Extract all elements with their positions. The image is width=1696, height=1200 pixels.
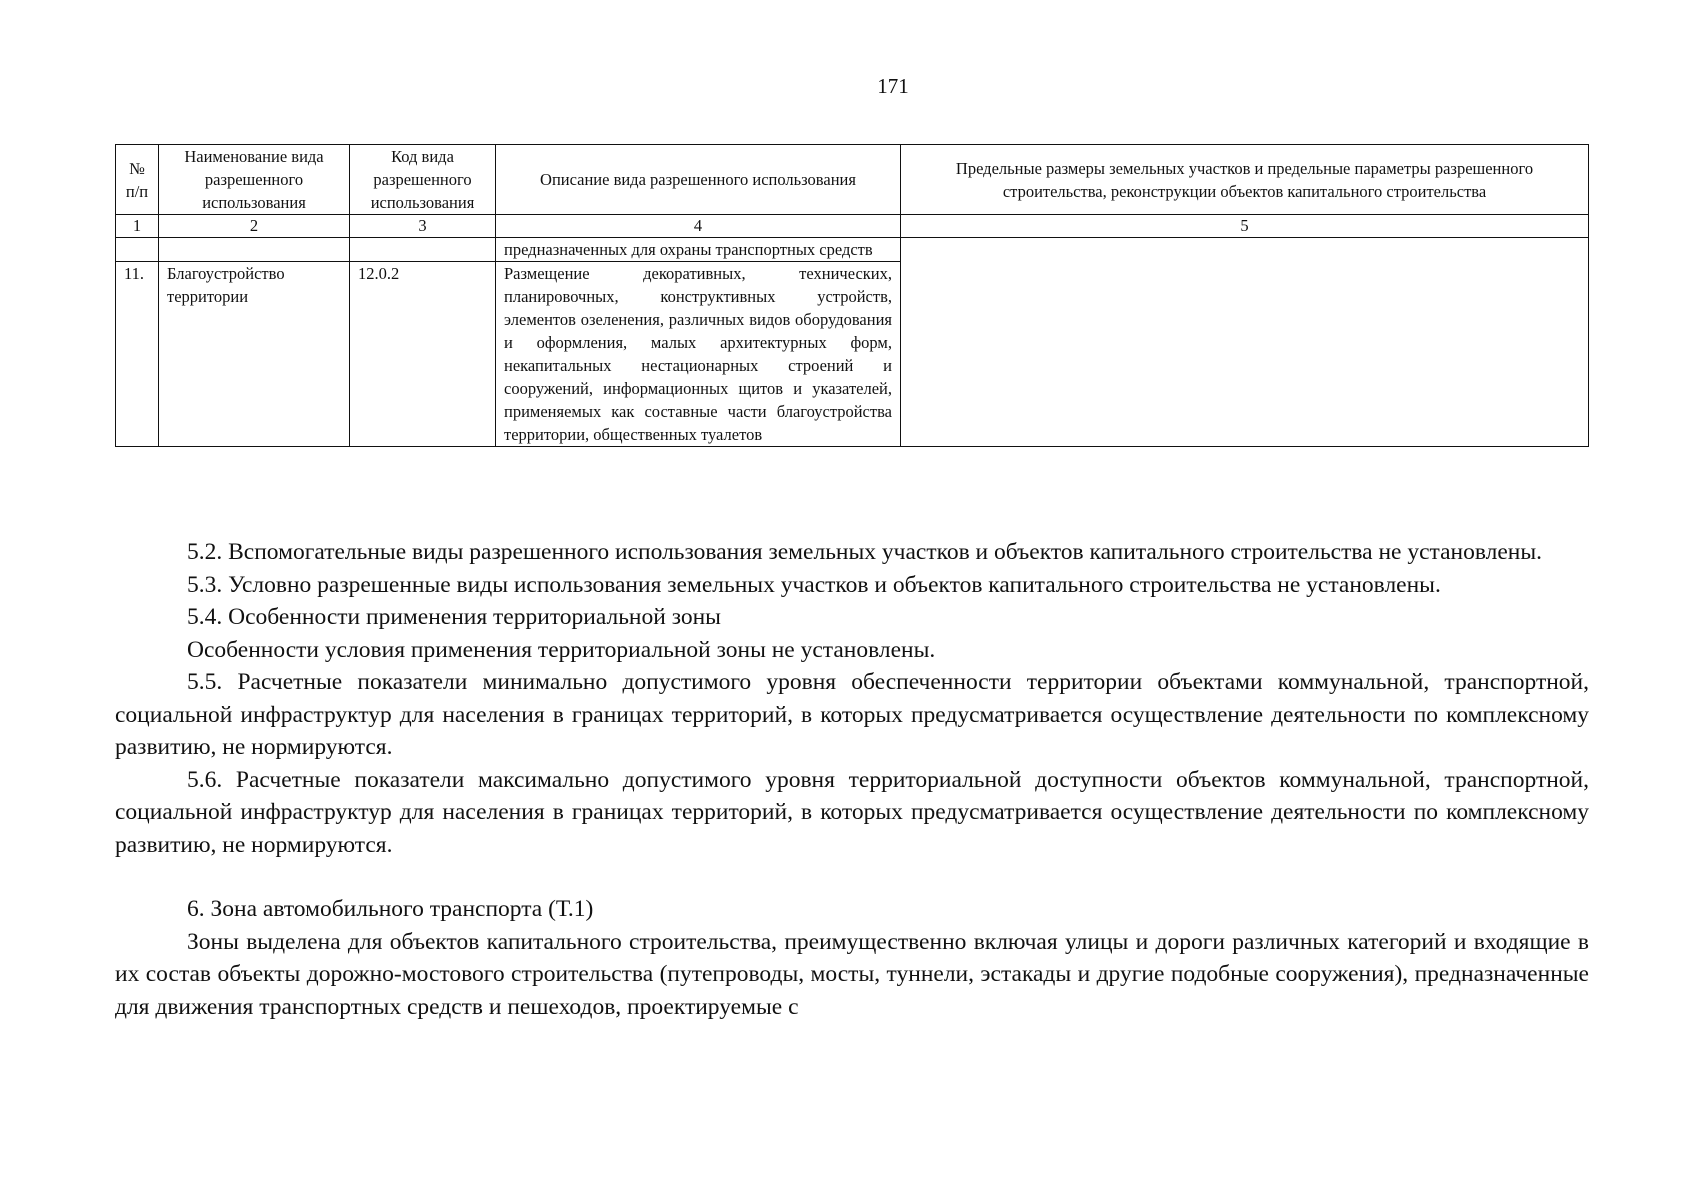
paragraph-5-6: 5.6. Расчетные показатели максимально допустимого уровня территориальной доступности объектов коммунальной, транспортной, социальной инфраструктур для населения в границах территорий, в которых предусматривается осуществление деятельности по комплексному развитию, не нормируются. — [115, 766, 1589, 858]
page-number: 171 — [877, 74, 909, 98]
header-limits: Предельные размеры земельных участков и предельные параметры разрешенного строительства, реконструкции объектов капитального строительства — [901, 145, 1589, 215]
column-number: 2 — [159, 215, 350, 238]
row-description-cell: Размещение декоративных, технических, планировочных, конструктивных устройств, элементов озеленения, различных видов оборудования и оформления, малых архитектурных форм, некапитальных нестационарных строений и сооружений, информационных щитов и указателей, применяемых как составные части благоустройства территории, общественных туалетов — [496, 262, 901, 447]
paragraph-5-5: 5.5. Расчетные показатели минимально допустимого уровня обеспеченности территории объектами коммунальной, транспортной, социальной инфраструктур для населения в границах территорий, в которых предусматривается осуществление деятельности по комплексному развитию, не нормируются. — [115, 669, 1589, 760]
column-number: 5 — [901, 215, 1589, 238]
column-number: 1 — [116, 215, 159, 238]
header-use-name: Наименование вида разрешенного использования — [159, 145, 350, 215]
column-number: 4 — [496, 215, 901, 238]
row-num-cell — [116, 238, 159, 262]
permitted-use-table — [115, 144, 1589, 447]
row-code-cell — [350, 238, 496, 262]
section-heading-6: 6. Зона автомобильного транспорта (Т.1) — [187, 896, 594, 922]
row-num-cell: 11. — [116, 262, 159, 447]
section-heading-5-4: 5.4. Особенности применения территориальной зоны — [187, 604, 721, 630]
paragraph-5-2: 5.2. Вспомогательные виды разрешенного использования земельных участков и объектов капитального строительства не установлены. — [187, 539, 1543, 565]
row-description-cell: предназначенных для охраны транспортных средств — [496, 238, 901, 262]
column-number: 3 — [350, 215, 496, 238]
paragraph-5-3: 5.3. Условно разрешенные виды использования земельных участков и объектов капитального строительства не установлены. — [187, 571, 1441, 598]
column-number-row — [116, 215, 1589, 238]
table-header-row — [116, 145, 1589, 215]
header-use-description: Описание вида разрешенного использования — [496, 145, 901, 215]
table-row — [116, 238, 1589, 262]
document-body — [115, 536, 1589, 1023]
header-num: № п/п — [116, 145, 159, 215]
row-name-cell: Благоустройство территории — [159, 262, 350, 447]
row-limits-cell — [901, 238, 1589, 447]
row-code-cell: 12.0.2 — [350, 262, 496, 447]
paragraph-5-4-text: Особенности условия применения территориальной зоны не установлены. — [187, 636, 936, 663]
header-use-code: Код вида разрешенного использования — [350, 145, 496, 215]
row-name-cell — [159, 238, 350, 262]
paragraph-6-text: Зоны выделена для объектов капитального строительства, преимущественно включая улицы и дороги различных категорий и входящие в их состав объекты дорожно-мостового строительства (путепроводы, мосты, туннели, эстакады и другие подобные сооружения), предназначенные для движения транспортных средств и пешеходов, проектируемые с — [115, 928, 1589, 1020]
